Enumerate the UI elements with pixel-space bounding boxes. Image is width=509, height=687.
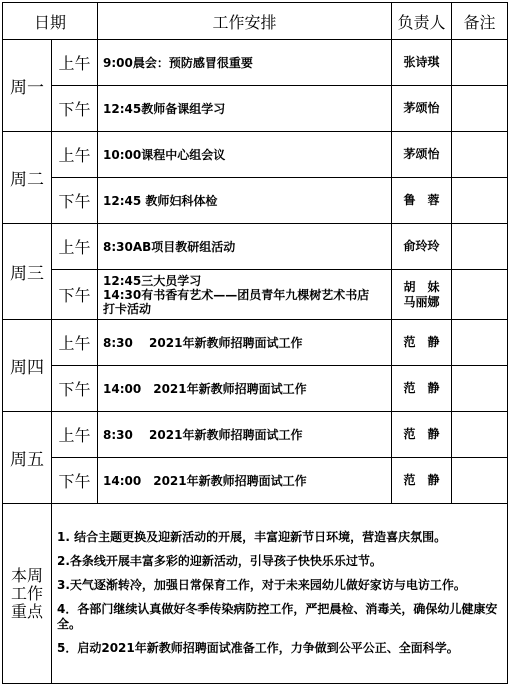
owner-name: 马丽娜 — [403, 294, 440, 309]
owner-cell — [392, 366, 452, 412]
remark-cell — [452, 224, 508, 270]
task-cell — [98, 224, 392, 270]
period-cell: 下午 — [52, 366, 98, 412]
task-line: 12:45三大员学习 — [103, 273, 202, 288]
period-cell: 下午 — [52, 86, 98, 132]
day-cell: 周四 — [3, 320, 52, 412]
focus-item: 4．各部门继续认真做好冬季传染病防控工作，严把晨检、消毒关，确保幼儿健康安全。 — [57, 601, 498, 631]
focus-label-line: 重点 — [10, 601, 43, 621]
task-line: 8:30 2021年新教师招聘面试工作 — [103, 335, 303, 350]
task-line: 9:00晨会：预防感冒很重要 — [103, 55, 253, 70]
owner-cell — [392, 412, 452, 458]
focus-label-line: 工作 — [10, 583, 43, 603]
remark-cell — [452, 412, 508, 458]
day-cell: 周五 — [3, 412, 52, 504]
period-cell: 下午 — [52, 458, 98, 504]
owner-name: 俞玲玲 — [403, 239, 440, 253]
period-cell: 下午 — [52, 270, 98, 320]
task-cell — [98, 366, 392, 412]
task-cell — [98, 86, 392, 132]
task-line: 打卡活动 — [103, 301, 152, 316]
owner-cell — [392, 86, 452, 132]
schedule-row — [3, 412, 508, 458]
period-cell: 下午 — [52, 178, 98, 224]
owner-name: 鲁 蓉 — [403, 193, 440, 207]
schedule-row — [3, 458, 508, 504]
owner-cell — [392, 320, 452, 366]
remark-cell — [452, 178, 508, 224]
focus-item: 3.天气逐渐转冷，加强日常保育工作，对于未来园幼儿做好家访与电访工作。 — [57, 577, 466, 592]
task-line: 8:30 2021年新教师招聘面试工作 — [103, 427, 303, 442]
task-cell — [98, 412, 392, 458]
focus-item: 2.各条线开展丰富多彩的迎新活动，引导孩子快快乐乐过节。 — [57, 553, 382, 568]
schedule-row — [3, 40, 508, 86]
header-remark: 备注 — [452, 3, 508, 40]
owner-name: 张诗琪 — [403, 55, 440, 69]
task-cell — [98, 40, 392, 86]
period-cell: 上午 — [52, 132, 98, 178]
schedule-row — [3, 366, 508, 412]
owner-name: 范 静 — [403, 473, 440, 487]
remark-cell — [452, 132, 508, 178]
task-line: 12:45 教师妇科体检 — [103, 193, 218, 208]
period-cell: 上午 — [52, 40, 98, 86]
owner-cell — [392, 270, 452, 320]
task-line: 10:00课程中心组会议 — [103, 147, 226, 162]
day-cell: 周二 — [3, 132, 52, 224]
owner-cell — [392, 458, 452, 504]
task-cell — [98, 320, 392, 366]
task-line: 14:00 2021年新教师招聘面试工作 — [103, 473, 307, 488]
focus-label-line: 本周 — [10, 565, 43, 585]
task-line: 14:00 2021年新教师招聘面试工作 — [103, 381, 307, 396]
remark-cell — [452, 366, 508, 412]
day-cell: 周三 — [3, 224, 52, 320]
schedule-row — [3, 86, 508, 132]
period-cell: 上午 — [52, 320, 98, 366]
remark-cell — [452, 458, 508, 504]
focus-item: 1. 结合主题更换及迎新活动的开展，丰富迎新节日环境，营造喜庆氛围。 — [57, 529, 447, 544]
owner-name: 范 静 — [403, 427, 440, 441]
schedule-row — [3, 224, 508, 270]
owner-name: 范 静 — [403, 335, 440, 349]
header-owner: 负责人 — [392, 3, 452, 40]
schedule-row — [3, 132, 508, 178]
remark-cell — [452, 270, 508, 320]
owner-name: 茅颂怡 — [403, 101, 440, 115]
focus-content — [52, 504, 508, 684]
task-cell — [98, 270, 392, 320]
schedule-row — [3, 270, 508, 320]
header-row — [3, 3, 508, 40]
task-cell — [98, 178, 392, 224]
task-cell — [98, 132, 392, 178]
task-line: 12:45教师备课组学习 — [103, 101, 226, 116]
schedule-row — [3, 320, 508, 366]
focus-item: 5．启动2021年新教师招聘面试准备工作，力争做到公平公正、全面科学。 — [57, 640, 459, 655]
owner-cell — [392, 40, 452, 86]
weekly-schedule-table — [2, 2, 508, 684]
header-date: 日期 — [3, 3, 98, 40]
task-cell — [98, 458, 392, 504]
owner-name: 胡 妹 — [403, 279, 440, 294]
remark-cell — [452, 40, 508, 86]
schedule-row — [3, 178, 508, 224]
remark-cell — [452, 86, 508, 132]
day-cell: 周一 — [3, 40, 52, 132]
period-cell: 上午 — [52, 412, 98, 458]
owner-name: 茅颂怡 — [403, 147, 440, 161]
schedule-body — [3, 40, 508, 504]
header-work: 工作安排 — [98, 3, 392, 40]
remark-cell — [452, 320, 508, 366]
focus-label — [3, 504, 52, 684]
focus-row — [3, 504, 508, 684]
owner-cell — [392, 132, 452, 178]
owner-cell — [392, 224, 452, 270]
owner-cell — [392, 178, 452, 224]
task-line: 8:30AB项目教研组活动 — [103, 239, 236, 254]
owner-name: 范 静 — [403, 381, 440, 395]
task-line: 14:30有书香有艺术——团员青年九棵树艺术书店 — [103, 287, 370, 302]
period-cell: 上午 — [52, 224, 98, 270]
